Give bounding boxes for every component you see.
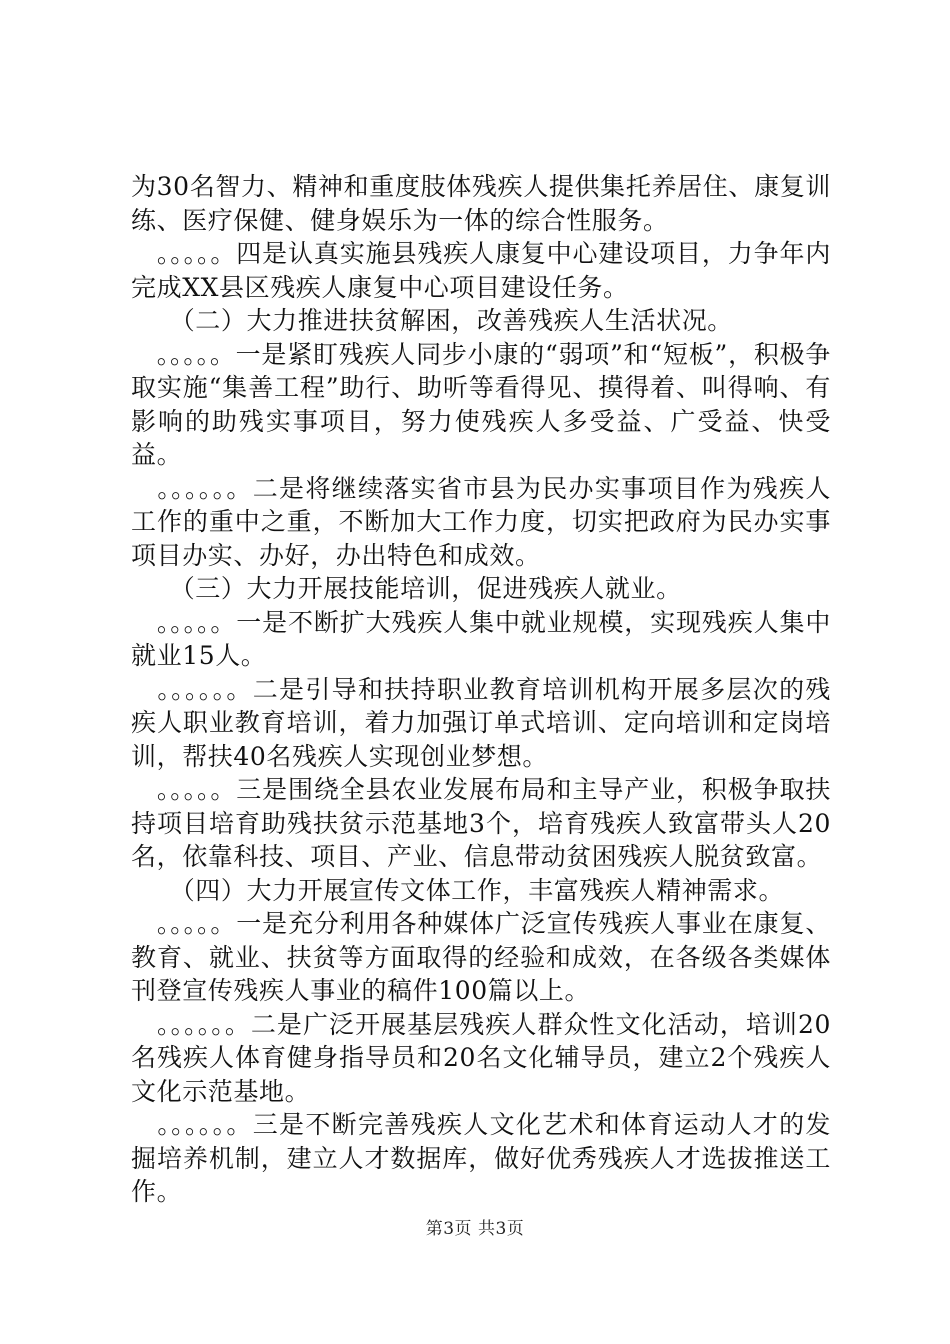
paragraph: 。。。。。三是围绕全县农业发展布局和主导产业，积极争取扶持项目培育助残扶贫示范基地3个，培育残疾人致富带头人20名，依靠科技、项目、产业、信息带动贫困残疾人脱贫致富。 — [131, 775, 831, 871]
paragraph: 。。。。。。二是将继续落实省市县为民办实事项目作为残疾人工作的重中之重，不断加大工作力度，切实把政府为民办实事项目办实、办好，办出特色和成效。 — [131, 473, 831, 570]
page-footer: 第3页 共3页 — [425, 1219, 525, 1239]
paragraph: 。。。。。。二是广泛开展基层残疾人群众性文化活动，培训20名残疾人体育健身指导员和20名文化辅导员，建立2个残疾人文化示范基地。 — [131, 1009, 831, 1106]
section-heading: （二）大力推进扶贫解困，改善残疾人生活状况。 — [131, 306, 733, 335]
paragraph: 。。。。。。三是不断完善残疾人文化艺术和体育运动人才的发掘培养机制，建立人才数据库，做好优秀残疾人才选拔推送工作。 — [131, 1110, 831, 1206]
document-body — [131, 170, 831, 1209]
section-heading: （四）大力开展宣传文体工作，丰富残疾人精神需求。 — [131, 875, 785, 905]
paragraph: 。。。。。。二是引导和扶持职业教育培训机构开展多层次的残疾人职业教育培训，着力加强订单式培训、定向培训和定岗培训，帮扶40名残疾人实现创业梦想。 — [131, 674, 831, 771]
paragraph: 。。。。。一是不断扩大残疾人集中就业规模，实现残疾人集中就业15人。 — [131, 607, 831, 670]
paragraph: 。。。。。一是紧盯残疾人同步小康的“弱项”和“短板”，积极争取实施“集善工程”助行、助听等看得见、摸得着、叫得响、有影响的助残实事项目，努力使残疾人多受益、广受益、快受益。 — [131, 339, 831, 469]
paragraph: 为30名智力、精神和重度肢体残疾人提供集托养居住、康复训练、医疗保健、健身娱乐为一体的综合性服务。 — [131, 172, 831, 235]
section-heading: （三）大力开展技能培训，促进残疾人就业。 — [131, 574, 682, 603]
paragraph: 。。。。。四是认真实施县残疾人康复中心建设项目，力争年内完成XX县区残疾人康复中心项目建设任务。 — [131, 239, 831, 302]
paragraph: 。。。。。一是充分利用各种媒体广泛宣传残疾人事业在康复、教育、就业、扶贫等方面取得的经验和成效，在各级各类媒体刊登宣传残疾人事业的稿件100篇以上。 — [131, 909, 831, 1005]
